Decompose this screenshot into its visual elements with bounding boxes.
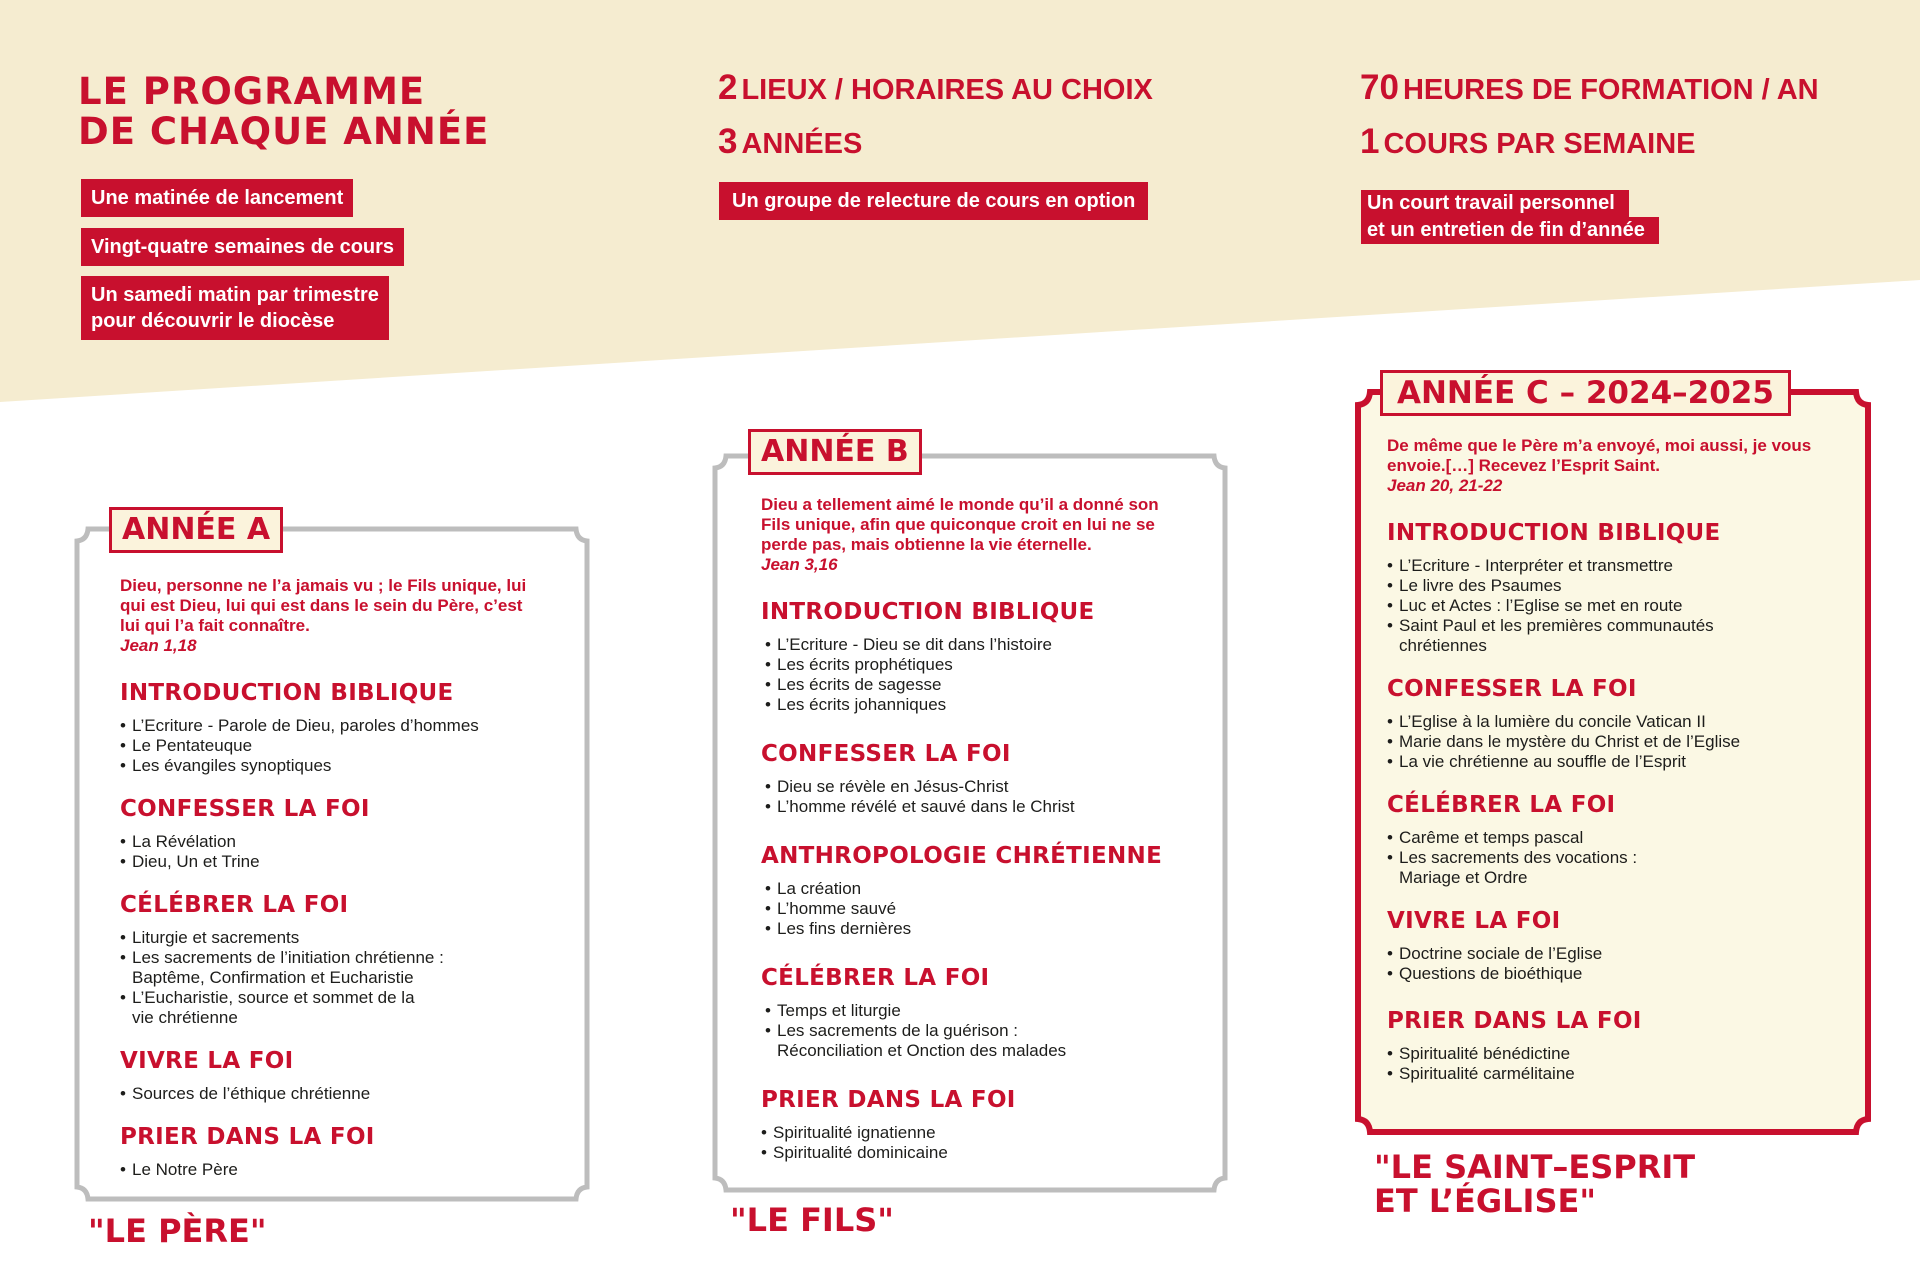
list-item: • Doctrine sociale de l’Eglise — [1387, 944, 1847, 964]
stats-middle — [718, 70, 1153, 162]
list-item: • Les sacrements de l’initiation chrétienne : Baptême, Confirmation et Eucharistie — [120, 948, 540, 988]
section-list — [1387, 1044, 1847, 1084]
section-list — [761, 1001, 1191, 1061]
list-item: • Le Pentateuque — [120, 736, 540, 756]
list-item: • Temps et liturgie — [765, 1001, 1191, 1021]
page-title-line1: LE PROGRAMME — [78, 70, 426, 113]
list-item: • La création — [765, 879, 1191, 899]
page-title — [78, 72, 489, 152]
quote-ref-year-a: Jean 1,18 — [120, 636, 197, 655]
tag-personal-work-line1: Un court travail personnel — [1361, 190, 1629, 217]
list-item: • L’Ecriture - Parole de Dieu, paroles d’hommes — [120, 716, 540, 736]
page-title-line2: DE CHAQUE ANNÉE — [78, 110, 490, 153]
list-item: • Les écrits prophétiques — [765, 655, 1191, 675]
list-item: • Questions de bioéthique — [1387, 964, 1847, 984]
section-list — [761, 635, 1191, 715]
section-list — [761, 1123, 1191, 1163]
section-list — [120, 1160, 540, 1180]
stat-course: 1 COURS PAR SEMAINE — [1360, 122, 1696, 161]
section-list — [120, 1084, 540, 1104]
section-list — [761, 777, 1191, 817]
card-year-c — [1354, 375, 1872, 1136]
section-title: INTRODUCTION BIBLIQUE — [1387, 520, 1721, 546]
list-item: • L’homme révélé et sauvé dans le Christ — [765, 797, 1191, 817]
list-item: • L’homme sauvé — [765, 899, 1191, 919]
motto-year-c: "LE SAINT–ESPRIT ET L’ÉGLISE" — [1374, 1148, 1696, 1220]
list-item: • Spiritualité carmélitaine — [1387, 1064, 1847, 1084]
list-item: • Le livre des Psaumes — [1387, 576, 1847, 596]
section-list — [120, 716, 540, 776]
section-title: VIVRE LA FOI — [120, 1048, 294, 1074]
section-list — [761, 879, 1191, 939]
tags-left — [81, 179, 404, 340]
quote-year-b — [761, 495, 1191, 575]
stat-places: 2 LIEUX / HORAIRES AU CHOIX — [718, 68, 1153, 107]
tag-personal-work-line2: et un entretien de fin d’année — [1361, 217, 1659, 244]
tag-reading-group: Un groupe de relecture de cours en option — [719, 182, 1148, 220]
list-item: • Saint Paul et les premières communautés chrétiennes — [1387, 616, 1847, 656]
tag-right-wrap — [1361, 190, 1659, 244]
badge-year-b: ANNÉE B — [748, 429, 922, 475]
list-item: • La vie chrétienne au souffle de l’Esprit — [1387, 752, 1847, 772]
card-year-a — [74, 512, 590, 1202]
section-title: CÉLÉBRER LA FOI — [120, 892, 349, 918]
section-list — [1387, 556, 1847, 656]
list-item: • Les fins dernières — [765, 919, 1191, 939]
card-year-b — [712, 434, 1228, 1193]
list-item: • Dieu se révèle en Jésus-Christ — [765, 777, 1191, 797]
tag-24-weeks: Vingt-quatre semaines de cours — [81, 228, 404, 266]
quote-ref-year-c: Jean 20, 21-22 — [1387, 476, 1503, 495]
list-item: • Carême et temps pascal — [1387, 828, 1847, 848]
quote-text-year-a: Dieu, personne ne l’a jamais vu ; le Fils unique, lui qui est Dieu, lui qui est dans le sein du Père, c’est lui qui l’a fait connaître. — [120, 576, 527, 635]
section-title: PRIER DANS LA FOI — [120, 1124, 375, 1150]
list-item: • Marie dans le mystère du Christ et de l’Eglise — [1387, 732, 1847, 752]
section-list — [1387, 944, 1847, 984]
quote-year-a — [120, 576, 540, 656]
list-item: • La Révélation — [120, 832, 540, 852]
list-item: • Les écrits de sagesse — [765, 675, 1191, 695]
tag-middle-wrap — [719, 182, 1148, 220]
badge-year-a: ANNÉE A — [109, 507, 283, 553]
list-item: • Le Notre Père — [120, 1160, 540, 1180]
section-list — [1387, 828, 1847, 888]
list-item: • Luc et Actes : l’Eglise se met en route — [1387, 596, 1847, 616]
section-title: PRIER DANS LA FOI — [1387, 1008, 1642, 1034]
list-item: • Les évangiles synoptiques — [120, 756, 540, 776]
stat-hours: 70 HEURES DE FORMATION / AN — [1360, 68, 1819, 107]
list-item: • Les sacrements des vocations : Mariage et Ordre — [1387, 848, 1847, 888]
quote-text-year-b: Dieu a tellement aimé le monde qu’il a donné son Fils unique, afin que quiconque croit en lui ne se perde pas, mais obtienne la vie éternelle. — [761, 495, 1159, 554]
section-title: INTRODUCTION BIBLIQUE — [120, 680, 454, 706]
list-item: • Dieu, Un et Trine — [120, 852, 540, 872]
list-item: • L’Ecriture - Interpréter et transmettre — [1387, 556, 1847, 576]
list-item: • L’Ecriture - Dieu se dit dans l’histoire — [765, 635, 1191, 655]
motto-year-a: "LE PÈRE" — [88, 1212, 267, 1250]
section-title: CONFESSER LA FOI — [1387, 676, 1637, 702]
quote-text-year-c: De même que le Père m’a envoyé, moi aussi, je vous envoie.[…] Recevez l’Esprit Saint. — [1387, 436, 1812, 475]
section-title: INTRODUCTION BIBLIQUE — [761, 599, 1095, 625]
motto-year-b: "LE FILS" — [730, 1201, 894, 1239]
quote-ref-year-b: Jean 3,16 — [761, 555, 838, 574]
list-item: • Les écrits johanniques — [765, 695, 1191, 715]
list-item: • Spiritualité dominicaine — [761, 1143, 1191, 1163]
section-title: CONFESSER LA FOI — [120, 796, 370, 822]
stats-right — [1360, 70, 1819, 162]
tag-saturday-morning: Un samedi matin par trimestre pour découvrir le diocèse — [81, 276, 389, 340]
section-title: CONFESSER LA FOI — [761, 741, 1011, 767]
section-title: CÉLÉBRER LA FOI — [1387, 792, 1616, 818]
list-item: • Spiritualité bénédictine — [1387, 1044, 1847, 1064]
section-title: CÉLÉBRER LA FOI — [761, 965, 990, 991]
stat-years: 3 ANNÉES — [718, 122, 863, 161]
section-title: VIVRE LA FOI — [1387, 908, 1561, 934]
section-list — [120, 832, 540, 872]
section-title: ANTHROPOLOGIE CHRÉTIENNE — [761, 843, 1163, 869]
list-item: • Sources de l’éthique chrétienne — [120, 1084, 540, 1104]
list-item: • Spiritualité ignatienne — [761, 1123, 1191, 1143]
quote-year-c — [1387, 436, 1847, 496]
list-item: • L’Eucharistie, source et sommet de la vie chrétienne — [120, 988, 540, 1028]
badge-year-c: ANNÉE C – 2024–2025 — [1380, 370, 1791, 416]
section-title: PRIER DANS LA FOI — [761, 1087, 1016, 1113]
list-item: • L’Eglise à la lumière du concile Vatican II — [1387, 712, 1847, 732]
list-item: • Liturgie et sacrements — [120, 928, 540, 948]
tag-launch-morning: Une matinée de lancement — [81, 179, 353, 217]
section-list — [1387, 712, 1847, 772]
section-list — [120, 928, 540, 1028]
list-item: • Les sacrements de la guérison : Réconciliation et Onction des malades — [765, 1021, 1191, 1061]
